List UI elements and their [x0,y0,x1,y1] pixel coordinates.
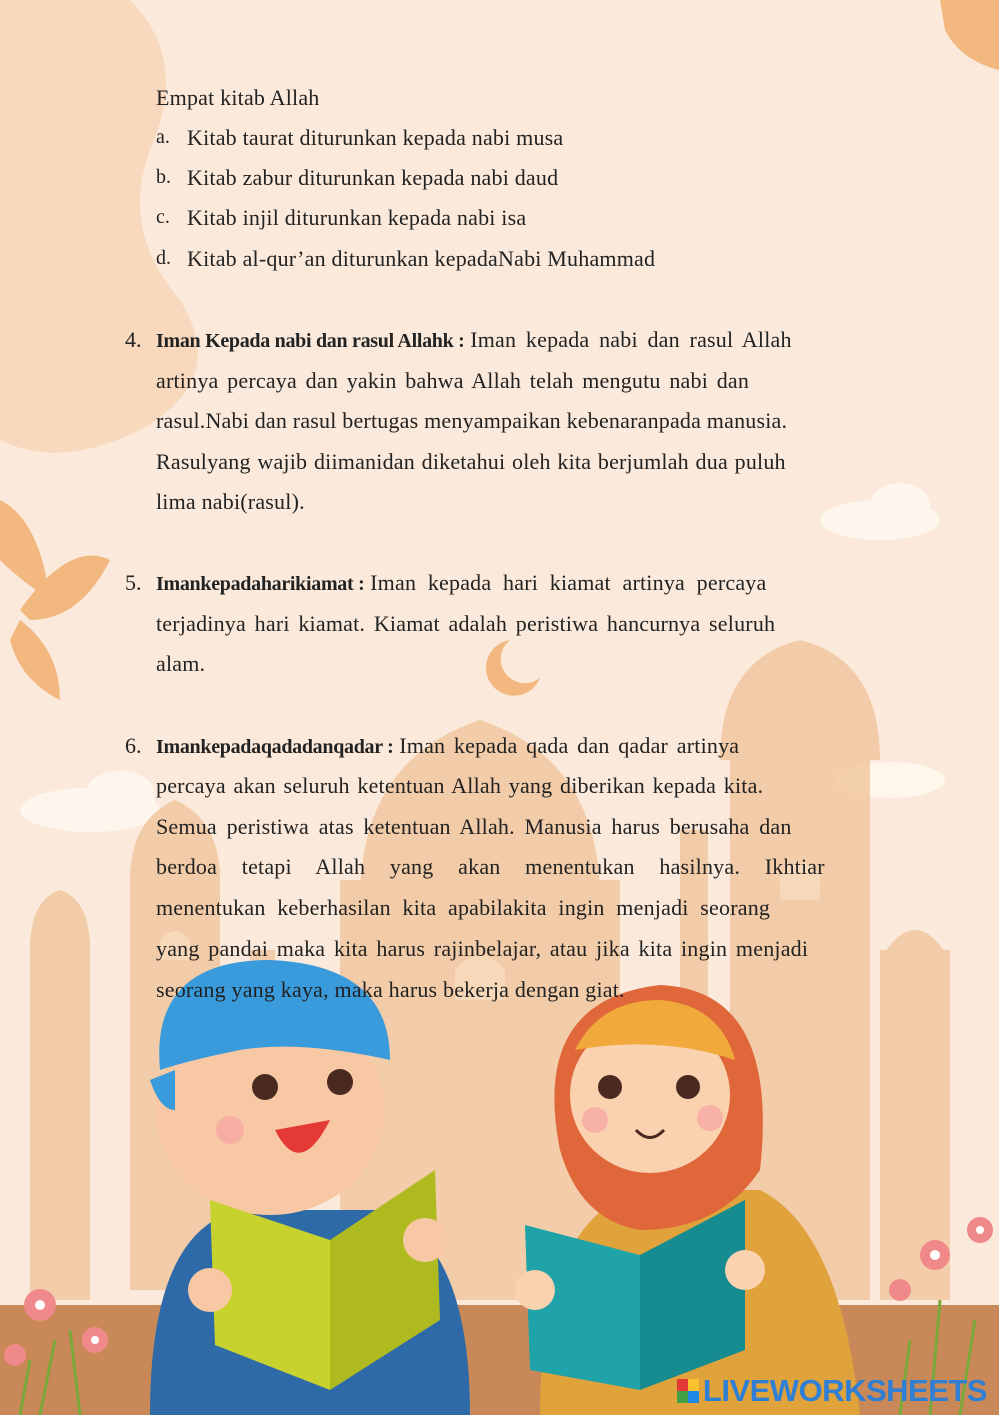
section-number: 4. [125,327,142,352]
kitab-item: Kitab taurat diturunkan kepada nabi musa [187,125,564,150]
section-text: lima nabi(rasul). [156,489,305,514]
section-heading: Imankepadaqadadanqadar : [156,736,394,758]
section-first-line [156,570,766,597]
section-text: alam. [156,651,206,676]
liveworksheets-logo[interactable] [677,1373,987,1409]
kitab-letter: c. [156,206,170,228]
section-text: percaya akan seluruh ketentuan Allah yang diberikan kepada kita. [156,773,764,798]
section-number: 6. [125,733,142,758]
section-text: Rasulyang wajib diimanidan diketahui oleh kita berjumlah dua puluh [156,449,786,474]
section-text: Semua peristiwa atas ketentuan Allah. Manusia harus berusaha dan [156,814,792,839]
kitab-letter: d. [156,247,171,269]
section-heading: Iman Kepada nabi dan rasul Allahk : [156,330,465,352]
section-text: menentukan keberhasilan kita apabilakita ingin menjadi seorang [156,895,771,920]
kitab-letter: b. [156,166,171,188]
kitab-item: Kitab zabur diturunkan kepada nabi daud [187,165,559,190]
section-text: Iman kepada nabi dan rasul Allah [470,327,792,352]
section-text: rasul.Nabi dan rasul bertugas menyampaikan kebenaranpada manusia. [156,408,788,433]
section-text: yang pandai maka kita harus rajinbelajar, atau jika kita ingin menjadi [156,936,809,961]
section-text: artinya percaya dan yakin bahwa Allah telah mengutu nabi dan [156,368,750,393]
kitab-letter: a. [156,126,170,148]
section-text: seorang yang kaya, maka harus bekerja dengan giat. [156,977,625,1002]
brand-text: LIVEWORKSHEETS [702,1373,987,1408]
section-first-line [156,327,792,354]
section-text: berdoa tetapi Allah yang akan menentukan hasilnya. Ikhtiar [156,854,825,879]
section-heading: Imankepadaharikiamat : [156,573,365,595]
section-text: terjadinya hari kiamat. Kiamat adalah peristiwa hancurnya seluruh [156,611,776,636]
section-number: 5. [125,570,142,595]
kitab-item: Kitab al-qur’an diturunkan kepadaNabi Muhammad [187,246,656,271]
liveworksheets-icon [677,1379,699,1403]
section-first-line [156,733,739,760]
kitab-intro: Empat kitab Allah [156,85,320,110]
section-text: Iman kepada qada dan qadar artinya [399,733,740,758]
kitab-item: Kitab injil diturunkan kepada nabi isa [187,205,527,230]
section-text: Iman kepada hari kiamat artinya percaya [370,570,767,595]
